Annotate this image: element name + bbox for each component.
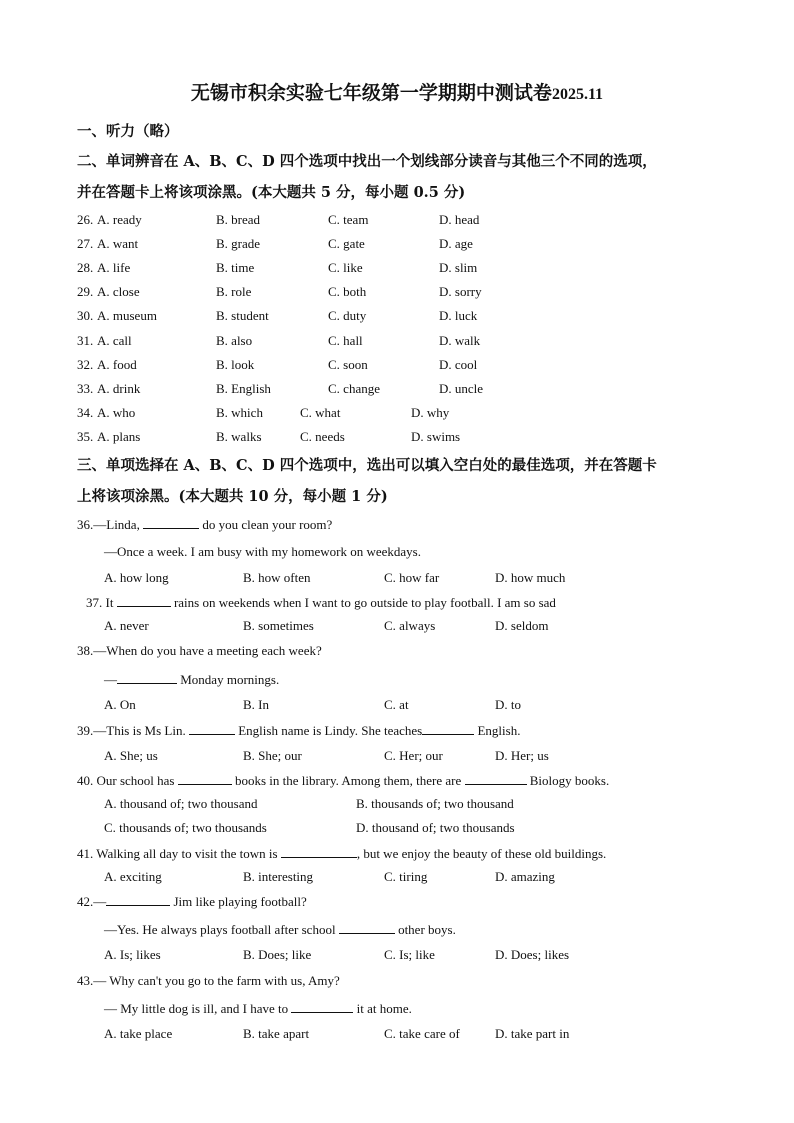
option-d: D. luck [439, 308, 478, 323]
option-c: C. team [328, 212, 369, 227]
answer-blank [143, 516, 199, 529]
answer-blank [189, 722, 235, 735]
q39-option-c: C. Her; our [384, 748, 443, 763]
option-c: C. soon [328, 357, 368, 372]
section3-heading-line2: 上将该项涂黑。(本大题共 10 分，每小题 1 分) [77, 488, 388, 505]
q36-option-a: A. how long [104, 570, 169, 585]
question-number: 26. [77, 212, 94, 227]
option-b: B. look [216, 357, 255, 372]
q37-option-b: B. sometimes [243, 618, 314, 633]
q38-option-d: D. to [495, 697, 521, 712]
q42-option-c: C. Is; like [384, 947, 435, 962]
option-b: B. also [216, 333, 253, 348]
question-number: 33. [77, 381, 94, 396]
option-b: B. student [216, 308, 269, 323]
section2-heading-line1: 二、单词辨音在 A、B、C、D 四个选项中找出一个划线部分读音与其他三个不同的选项， [77, 153, 657, 170]
answer-blank [117, 671, 177, 684]
question-number: 27. [77, 236, 94, 251]
option-d: D. head [439, 212, 480, 227]
q38-option-c: C. at [384, 697, 409, 712]
question-number: 34. [77, 405, 94, 420]
q41-option-a: A. exciting [104, 869, 162, 884]
option-c: C. hall [328, 333, 363, 348]
q43-reply: — My little dog is ill, and I have to it at home. [104, 1001, 412, 1016]
q43-option-a: A. take place [104, 1026, 173, 1041]
q38-reply: — Monday mornings. [104, 672, 280, 687]
option-b: B. time [216, 260, 255, 275]
q41-option-b: B. interesting [243, 869, 314, 884]
question-number: 31. [77, 333, 94, 348]
q42-option-d: D. Does; likes [495, 947, 570, 962]
question-number: 35. [77, 429, 94, 444]
q40-option-c: C. thousands of; two thousands [104, 820, 267, 835]
q39-stem: 39.—This is Ms Lin. English name is Lindy. She teaches English. [77, 723, 521, 738]
title-main: 无锡市积余实验七年级第一学期期中测试卷 [190, 82, 552, 104]
option-a: A. who [97, 405, 136, 420]
q41-option-d: D. amazing [495, 869, 555, 884]
option-b: B. English [216, 381, 271, 396]
q36-option-b: B. how often [243, 570, 311, 585]
q41-option-c: C. tiring [384, 869, 428, 884]
q43-option-b: B. take apart [243, 1026, 310, 1041]
option-a: A. call [97, 333, 132, 348]
q42-option-b: B. Does; like [243, 947, 312, 962]
option-c: C. needs [300, 429, 345, 444]
q43-option-d: D. take part in [495, 1026, 570, 1041]
q42-stem: 42.— Jim like playing football? [77, 894, 307, 909]
q37-option-d: D. seldom [495, 618, 549, 633]
q36-reply: —Once a week. I am busy with my homework on weekdays. [104, 544, 421, 559]
q38-option-a: A. On [104, 697, 136, 712]
answer-blank [281, 845, 357, 858]
section1-heading: 一、听力（略） [77, 123, 179, 140]
answer-blank [117, 594, 171, 607]
q38-stem: 38.—When do you have a meeting each week? [77, 643, 322, 658]
question-number: 29. [77, 284, 94, 299]
q42-reply: —Yes. He always plays football after school other boys. [104, 922, 456, 937]
option-a: A. ready [97, 212, 142, 227]
question-number: 32. [77, 357, 94, 372]
answer-blank [291, 1000, 353, 1013]
option-d: D. why [411, 405, 450, 420]
q37-option-c: C. always [384, 618, 436, 633]
answer-blank [339, 921, 395, 934]
answer-blank [465, 772, 527, 785]
q41-stem: 41. Walking all day to visit the town is , but we enjoy the beauty of these old buildings. [77, 846, 607, 861]
q39-option-b: B. She; our [243, 748, 302, 763]
option-a: A. plans [97, 429, 141, 444]
option-a: A. food [97, 357, 137, 372]
option-a: A. want [97, 236, 139, 251]
q39-option-d: D. Her; us [495, 748, 549, 763]
option-a: A. close [97, 284, 140, 299]
answer-blank [178, 772, 232, 785]
option-d: D. sorry [439, 284, 482, 299]
question-number: 30. [77, 308, 94, 323]
page-title [0, 78, 794, 105]
option-b: B. which [216, 405, 263, 420]
q38-option-b: B. In [243, 697, 269, 712]
section3-heading-line1: 三、单项选择在 A、B、C、D 四个选项中，选出可以填入空白处的最佳选项，并在答题卡 [77, 457, 657, 474]
q43-option-c: C. take care of [384, 1026, 460, 1041]
q40-option-d: D. thousand of; two thousands [356, 820, 515, 835]
section2-heading-line2: 并在答题卡上将该项涂黑。(本大题共 5 分，每小题 0.5 分) [77, 184, 466, 201]
option-b: B. role [216, 284, 252, 299]
option-c: C. both [328, 284, 367, 299]
q37-stem: 37. It rains on weekends when I want to go outside to play football. I am so sad [86, 595, 556, 610]
q36-stem: 36.—Linda, do you clean your room? [77, 517, 333, 532]
q40-option-b: B. thousands of; two thousand [356, 796, 514, 811]
q42-option-a: A. Is; likes [104, 947, 161, 962]
option-d: D. cool [439, 357, 478, 372]
answer-blank [106, 893, 170, 906]
title-date: 2025.11 [551, 86, 604, 103]
option-b: B. bread [216, 212, 261, 227]
option-b: B. walks [216, 429, 262, 444]
option-a: A. life [97, 260, 131, 275]
q40-option-a: A. thousand of; two thousand [104, 796, 258, 811]
option-a: A. drink [97, 381, 141, 396]
option-d: D. swims [411, 429, 461, 444]
option-a: A. museum [97, 308, 157, 323]
q40-stem: 40. Our school has books in the library. Among them, there are Biology books. [77, 773, 610, 788]
option-d: D. walk [439, 333, 481, 348]
q36-option-d: D. how much [495, 570, 566, 585]
q37-option-a: A. never [104, 618, 149, 633]
option-d: D. slim [439, 260, 478, 275]
option-c: C. what [300, 405, 341, 420]
option-b: B. grade [216, 236, 261, 251]
q36-option-c: C. how far [384, 570, 440, 585]
q43-stem: 43.— Why can't you go to the farm with us, Amy? [77, 973, 340, 988]
option-d: D. age [439, 236, 473, 251]
question-number: 28. [77, 260, 94, 275]
option-c: C. duty [328, 308, 367, 323]
option-d: D. uncle [439, 381, 484, 396]
option-c: C. like [328, 260, 363, 275]
q39-option-a: A. She; us [104, 748, 158, 763]
option-c: C. change [328, 381, 380, 396]
answer-blank [422, 722, 474, 735]
option-c: C. gate [328, 236, 365, 251]
